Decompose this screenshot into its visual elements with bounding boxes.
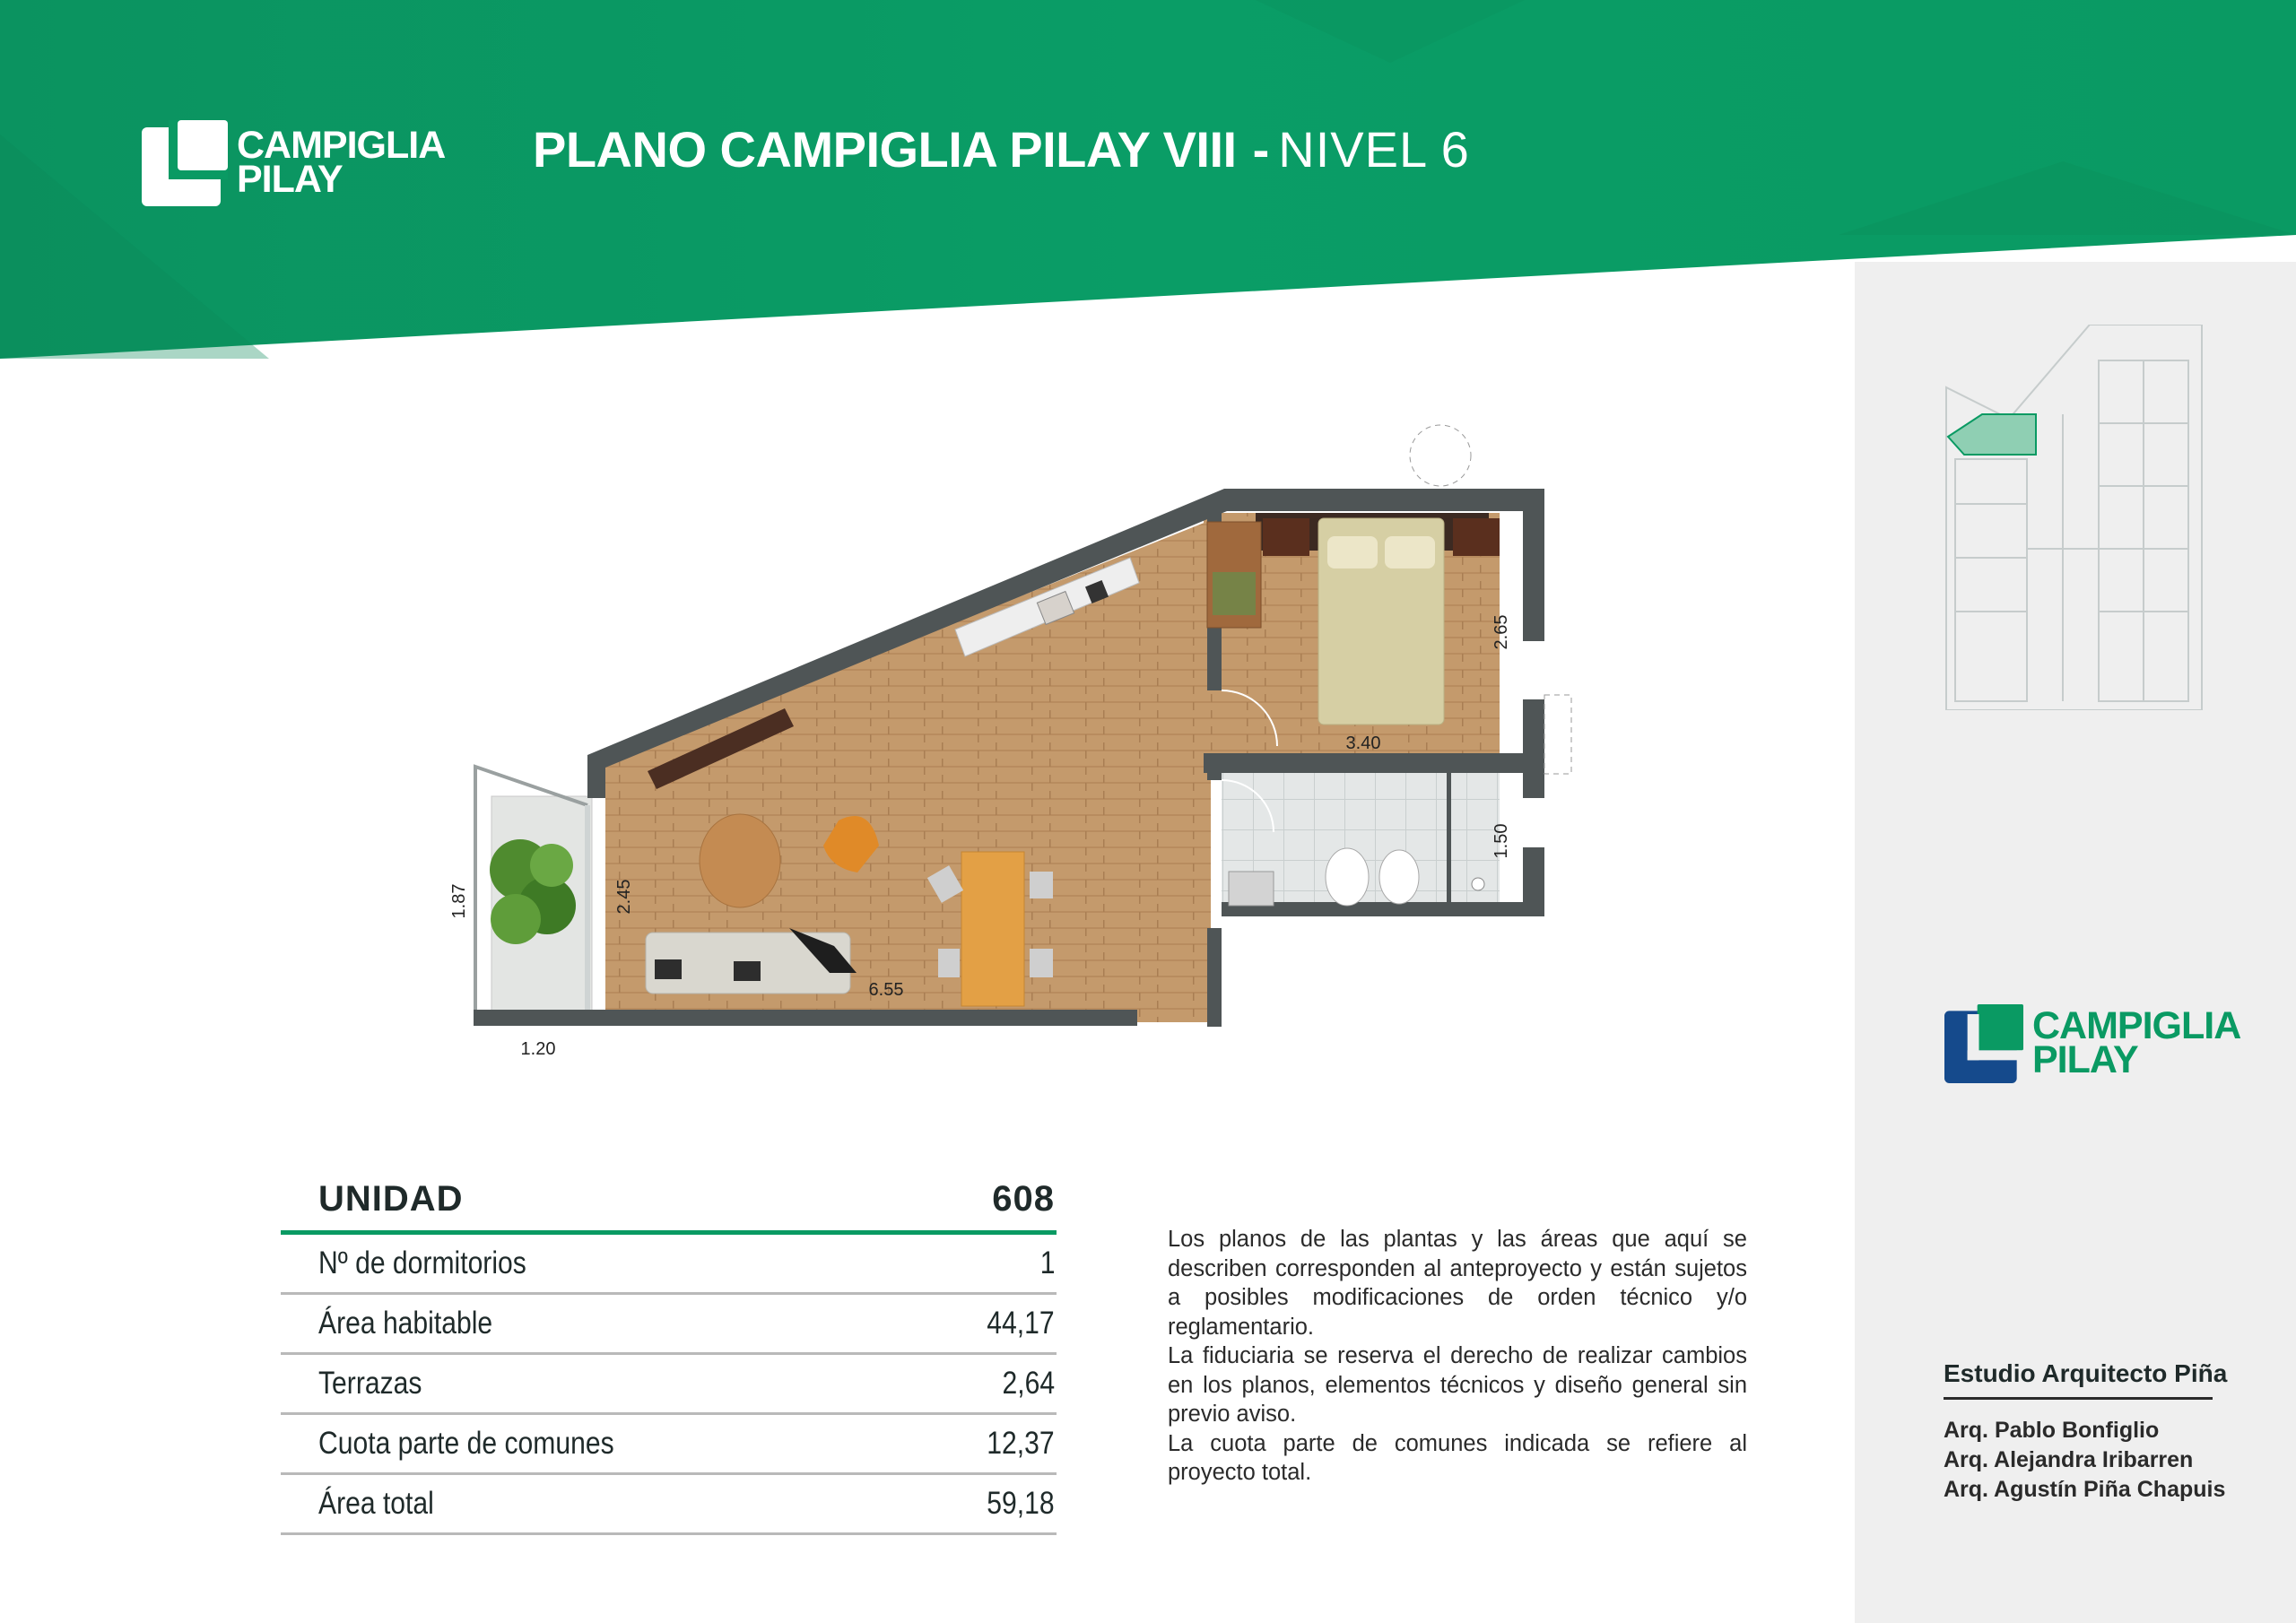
logo-line-2: PILAY [2032,1038,2138,1081]
logo-line-2: PILAY [237,158,343,201]
wardrobe-items [1213,572,1256,615]
logo-line-1: CAMPIGLIA [2032,1004,2241,1048]
row-value: 12,37 [987,1426,1055,1461]
architect-name: Arq. Alejandra Iribarren [1944,1447,2194,1472]
coffee-table [700,814,780,907]
unit-header [281,1170,1057,1235]
brand-logo-header [142,120,445,206]
nightstand [1263,518,1309,556]
dining-chair [1030,872,1053,898]
pillow-icon [1385,536,1435,568]
pillow-icon [1327,536,1378,568]
sink-icon [1229,872,1274,906]
dining-chair [1030,949,1053,977]
table-row [281,1295,1057,1355]
unit-table [281,1170,1057,1535]
architect-name: Arq. Pablo Bonfiglio [1944,1418,2160,1443]
row-value: 2,64 [1002,1366,1055,1401]
brand-logo-sidebar [1944,1004,2240,1083]
studio-name: Estudio Arquitecto Piña [1944,1359,2213,1400]
floor-plan [430,404,1614,1085]
dim-label: 1.20 [520,1039,556,1059]
logo-mark-icon [1944,1004,2023,1083]
logo-mark-icon [142,120,228,206]
dim-label: 2.65 [1492,614,1511,650]
unit-number: 608 [992,1179,1055,1219]
dim-label: 1.50 [1492,823,1511,859]
row-value: 44,17 [987,1306,1055,1341]
dim-label: 2.45 [614,879,634,915]
dining-chair [938,949,960,977]
title-main: PLANO CAMPIGLIA PILAY VIII [533,121,1237,178]
disclaimer-text [1168,1225,1747,1488]
table-row [281,1235,1057,1295]
cushion-icon [734,961,761,981]
cushion-icon [655,959,682,979]
toilet-icon [1326,848,1369,906]
dim-label: 3.40 [1345,733,1381,753]
architect-name: Arq. Agustín Piña Chapuis [1944,1477,2226,1502]
disclaimer-paragraph: La fiduciaria se reserva el derecho de realizar cambios en los planos, elementos técnicos y diseño general sin previo aviso. [1168,1343,1747,1427]
row-label: Terrazas [318,1366,422,1401]
table-row [281,1355,1057,1415]
title-level: NIVEL 6 [1278,121,1470,178]
architect-list [1944,1416,2226,1505]
plant-icon [490,839,576,944]
page-title [533,120,1470,178]
bidet-icon [1379,850,1419,904]
row-label: Área habitable [318,1306,493,1341]
highlighted-unit [1948,414,2036,455]
row-label: Área total [318,1486,434,1521]
row-value: 59,18 [987,1486,1055,1521]
table-row [281,1415,1057,1475]
window-outline [1544,695,1571,774]
dim-label: 6.55 [868,980,904,1000]
dim-label: 1.87 [449,883,469,919]
unit-label: UNIDAD [318,1179,464,1219]
column-outline [1410,425,1471,486]
title-separator: - [1252,121,1270,178]
disclaimer-paragraph: Los planos de las plantas y las áreas que aquí se describen corresponden al anteproyecto y están sujetos a posibles modificaciones de orden técnico y/o reglamentario. [1168,1227,1747,1340]
table-row [281,1475,1057,1535]
row-label: Cuota parte de comunes [318,1426,614,1461]
shower-drain-icon [1472,878,1484,890]
logo-line-1: CAMPIGLIA [237,124,446,168]
disclaimer-paragraph: La cuota parte de comunes indicada se refiere al proyecto total. [1168,1430,1747,1485]
key-plan [1937,325,2206,710]
row-label: Nº de dormitorios [318,1245,526,1280]
dining-table [961,852,1024,1006]
row-value: 1 [1039,1245,1055,1280]
studio-credits [1944,1359,2228,1505]
nightstand [1453,518,1500,556]
